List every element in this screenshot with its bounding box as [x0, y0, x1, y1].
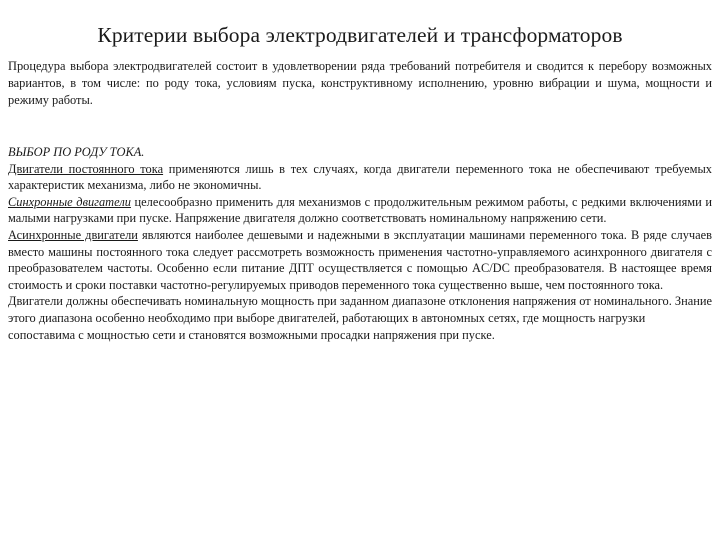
text-sync-motors: целесообразно применить для механизмов с продолжительным режимом работы, с редкими включениями и малыми нагрузками при пуске. Напряжение двигателя должно соответствовать номинальному напряжению сети. — [8, 194, 712, 226]
intro-paragraph: Процедура выбора электродвигателей состоит в удовлетворении ряда требований потребителя и сводится к перебору возможных вариантов, в том числе: по роду тока, условиям пуска, конструктивному исполнению, уровню вибрации и шума, мощности и режиму работы. — [8, 59, 712, 107]
paragraph-sync-motors — [8, 194, 712, 227]
section-heading: ВЫБОР ПО РОДУ ТОКА. — [8, 145, 145, 159]
paragraph-voltage: Двигатели должны обеспечивать номинальную мощность при заданном диапазоне отклонения напряжения от номинального. Знание этого диапазона особенно необходимо при выборе двигателей, работающих в автономных сетях, где мощность нагрузки сопоставима с мощностью сети и становятся возможными просадки напряжения при пуске. — [8, 294, 713, 342]
term-async-motors: Асинхронные двигатели — [8, 227, 138, 242]
paragraph-dc-motors — [8, 161, 712, 194]
term-dc-motors: Двигатели постоянного тока — [8, 161, 164, 176]
term-sync-motors: Синхронные двигатели — [8, 194, 131, 209]
content-body — [8, 144, 712, 343]
text-async-motors: являются наиболее дешевыми и надежными в эксплуатации машинами переменного тока. В ряде случаев вместо машины постоянного тока следует рассмотреть возможность применения частотно-управляемого асинхронного двигателя с преобразователем частоты. Особенно если питание ДПТ осуществляется с помощью AC/DC преобразователя. В настоящее время стоимость и сроки поставки частотно-регулируемых приводов переменного тока существенно выше, чем постоянного тока. — [8, 227, 712, 292]
text-dc-motors: применяются лишь в тех случаях, когда двигатели переменного тока не обеспечивают требуемых характеристик механизма, либо не экономичны. — [8, 161, 712, 193]
paragraph-async-motors — [8, 227, 712, 293]
page-title: Критерии выбора электродвигателей и трансформаторов — [97, 23, 623, 47]
